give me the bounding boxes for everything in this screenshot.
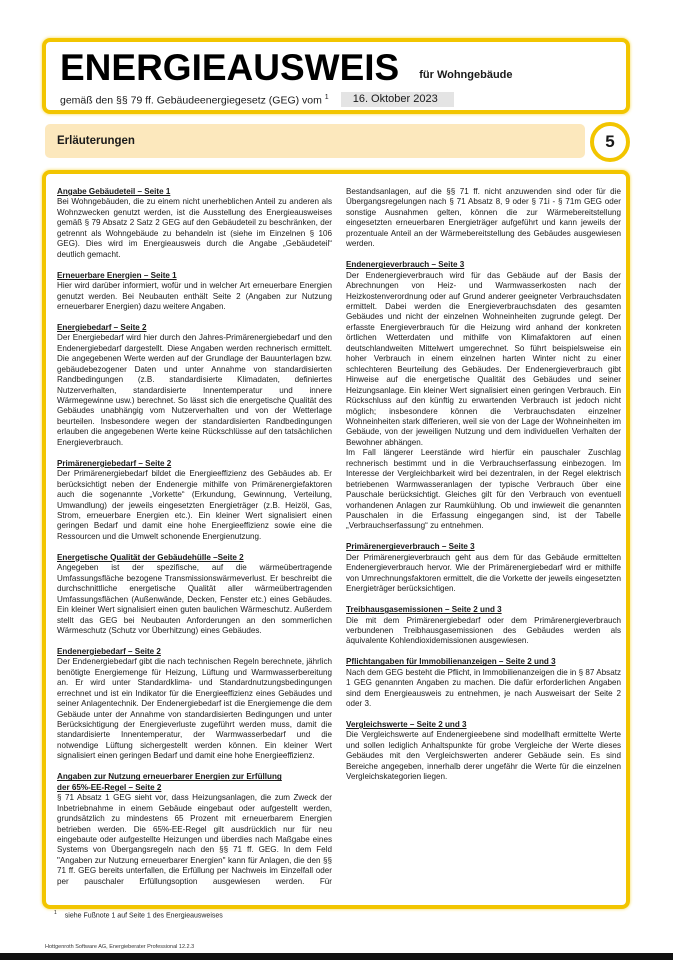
- section-paragraph: Der Endenergieverbrauch wird für das Gebäude auf der Basis der Abrechnungen von Heiz- und Warmwasserkosten nach der Heizkostenverordnung oder auf Grund anderer geeigneter Verbrauchsdaten ermittelt. Dabei werden die Energieverbrauchsdaten des gesamten Gebäudes und nicht der einzelnen Wohneinheiten zugrunde gelegt. Der erfasste Energieverbrauch für die Heizung wird anhand der konkreten örtlichen Wetterdaten und mithilfe von Klimafaktoren auf einen deutschlandweiten Mittelwert umgerechnet. So führt beispielsweise ein hoher Verbrauch in einem einzelnen harten Winter nicht zu einer schlechteren Beurteilung des Gebäudes. Der Endenergieverbrauch gibt Hinweise auf die energetische Qualität des Gebäudes und seiner Heizungsanlage. Ein kleiner Wert signalisiert einen geringen Verbrauch. Ein Rückschluss auf den künftig zu erwartenden Verbrauch ist jedoch nicht möglich; insbesondere können die Verbrauchsdaten einzelner Wohneinheiten stark differieren, weil sie von der Lage der Wohneinheiten im Gebäude, von der jeweiligen Nutzung und dem individuellen Verhalten der Bewohner abhängen.: [346, 270, 621, 447]
- section-heading: [57, 772, 332, 793]
- section-heading-text: Treibhausgasemissionen – Seite 2 und 3: [346, 605, 502, 615]
- explanation-section: [57, 323, 332, 448]
- section-paragraph: Die mit dem Primärenergiebedarf oder dem Primärenergieverbrauch verbundenen Treibhausgasemissionen des Gebäudes werden als äquivalente Kohlendioxidemissionen ausgewiesen.: [346, 615, 621, 646]
- section-heading-text: Angaben zur Nutzung erneuerbarer Energien zur Erfüllung: [57, 772, 282, 782]
- footnote: [54, 910, 223, 919]
- explanation-section: [57, 271, 332, 313]
- section-heading: [57, 323, 332, 333]
- section-heading: [346, 605, 621, 615]
- explanation-section: [346, 657, 621, 709]
- section-heading-text: Energetische Qualität der Gebäudehülle –Seite 2: [57, 552, 244, 562]
- section-paragraph: § 71 Absatz 1 GEG sieht vor, dass Heizungsanlagen, die zum Zweck der Inbetriebnahme in einem Gebäude eingebaut oder aufgestellt werden, grundsätzlich zu mindestens 65 Prozent mit erneuerbarem Energien betrieben werden. Die 65%-EE-Regel gilt ausdrücklich nur für neu eingebaute oder aufgestellte Heizungen und überdies nach Maßgabe eines Systems von Übergangsregeln nach den §§ 71 ff. GEG. In dem Feld "Angaben zur Nutzung erneuerbarer Energien" kann für Anlagen, die den §§ 71 ff. GEG bereits unterfallen, die Erfüllung per Nachweis im Einzelfall oder per pauschaler Erfüllungsoption ausgewiesen werden. Für Bestandsanlagen, auf die §§ 71 ff. nicht anzuwenden sind oder für die Übergangsregelungen nach § 71 Absatz 8, 9 oder § 71i - § 71m GEG oder sonstige Ausnahmen gelten, können die zur Wärmebereitstellung eingesetzten erneuerbaren Energieträger aufgeführt und kann jeweils der prozentuale Anteil an der Wärmebereitstellung des Gebäudes ausgewiesen werden.: [57, 187, 621, 886]
- law-reference: [60, 90, 329, 109]
- section-heading-text: Endenergieverbrauch – Seite 3: [346, 260, 465, 270]
- section-heading-text: Angabe Gebäudeteil – Seite 1: [57, 187, 171, 196]
- section-paragraph: Bei Wohngebäuden, die zu einem nicht unerheblichen Anteil zu anderen als Wohnzwecken genutzt werden, ist die Ausstellung des Energieausweises gemäß § 79 Absatz 2 Satz 2 GEG auf den Gebäudeteil zu beschränken, der getrennt als Wohngebäude zu behandeln ist (siehe im Einzelnen § 106 GEG). Dies wird im Energieausweis durch die Angabe „Gebäudeteil“ deutlich gemacht.: [57, 197, 332, 259]
- explanation-section: [346, 542, 621, 594]
- section-paragraph: Die Vergleichswerte auf Endenergieebene sind modellhaft ermittelte Werte und sollen lediglich Anhaltspunkte für grobe Vergleiche der Werte dieses Gebäudes mit den Vergleichswerten anderer Gebäude sein. Es sind Bereiche angegeben, innerhalb derer ungefähr die Werte für die einzelnen Vergleichskategorien liegen.: [346, 730, 621, 782]
- law-row: [60, 90, 454, 109]
- law-date: 16. Oktober 2023: [341, 92, 454, 107]
- explanation-section: [57, 647, 332, 762]
- section-paragraph: Angegeben ist der spezifische, auf die wärmeübertragende Umfassungsfläche bezogene Transmissionswärmeverlust. Er beschreibt die durchschnittliche energetische Qualität aller wärmeübertragenden Umfassungsflächen (Außenwände, Decken, Fenster etc.) eines Gebäudes. Ein kleiner Wert signalisiert einen guten baulichen Wärmeschutz. Außerdem stellt das GEG bei Neubauten Anforderungen an den sommerlichen Wärmeschutz (Schutz vor Überhitzung) eines Gebäudes.: [57, 563, 332, 635]
- explanation-section: [346, 605, 621, 647]
- explanations-columns: [57, 187, 621, 892]
- law-text: gemäß den §§ 79 ff. Gebäudeenergiegesetz (GEG) vom: [60, 94, 322, 107]
- title-row: [60, 48, 513, 88]
- document-subtitle: für Wohngebäude: [419, 69, 513, 81]
- section-paragraph: Im Fall längerer Leerstände wird hierfür ein pauschaler Zuschlag rechnerisch bestimmt und in die Verbrauchserfassung einbezogen. Im Interesse der Vergleichbarkeit wird bei dezentralen, in der Regel elektrisch betriebenen Warmwasseranlagen der typische Verbrauch über eine Pauschale berücksichtigt. Gleiches gilt für den Verbrauch von eventuell vorhandenen Anlagen zur Raumkühlung. Ob und inwieweit die genannten Pauschalen in die Erfassung eingegangen sind, ist der Tabelle „Verbrauchserfassung“ zu entnehmen.: [346, 448, 621, 531]
- explanation-section: [57, 553, 332, 637]
- footnote-number: 1: [54, 910, 57, 916]
- page-number-badge: 5: [590, 122, 630, 162]
- footnote-mark: 1: [324, 94, 329, 101]
- section-paragraph: Hier wird darüber informiert, wofür und in welcher Art erneuerbare Energien genutzt werden. Bei Neubauten enthält Seite 2 (Angaben zur Nutzung erneuerbarer Energien) dazu weitere Angaben.: [57, 281, 332, 311]
- explanations-box: [42, 170, 630, 909]
- section-title: Erläuterungen: [57, 135, 135, 147]
- section-paragraph: Der Endenergiebedarf gibt die nach technischen Regeln berechnete, jährlich benötigte Energiemenge für Heizung, Lüftung und Warmwasserbereitung an. Er wird unter Standardklima- und Standardnutzungsbedingungen errechnet und ist ein Indikator für die Energieeffizienz eines Gebäudes und seiner Anlagentechnik. Der Endenergiebedarf ist die Energiemenge die dem Gebäude unter der Annahme von standardisierten Bedingungen und unter Berücksichtigung der Energieverluste zugeführt werden muss, damit die standardisierte Innentemperatur, der Warmwasserbedarf und die notwendige Lüftung sichergestellt werden können. Ein kleiner Wert signalisiert einen geringen Bedarf und damit eine hohe Energieeffizienz.: [57, 657, 332, 761]
- footnote-text: siehe Fußnote 1 auf Seite 1 des Energieausweises: [64, 912, 223, 920]
- section-heading: [346, 720, 621, 730]
- section-bar: [45, 124, 585, 158]
- explanation-section: [346, 720, 621, 783]
- section-heading-text: der 65%-EE-Regel – Seite 2: [57, 782, 162, 792]
- section-heading: [346, 657, 621, 667]
- section-heading-text: Primärenergieverbrauch – Seite 3: [346, 542, 475, 552]
- software-footer: Hottgenroth Software AG, Energieberater Professional 12.2.3: [45, 944, 195, 950]
- section-paragraph: Der Energiebedarf wird hier durch den Jahres-Primärenergiebedarf und den Endenergiebedarf dargestellt. Diese Angaben werden rechnerisch ermittelt. Die angegebenen Werte werden auf der Grundlage der Bauunterlagen bzw. gebäudebezogener Daten und unter Annahme von standardisierten Randbedingungen (z.B. standardisierte Klimadaten, definiertes Nutzerverhalten, standardisierte Innentemperatur und innere Wärmegewinne usw.) berechnet. So lässt sich die energetische Qualität des Gebäudes unabhängig vom Nutzerverhalten und von der Wetterlage beurteilen. Insbesondere wegen der standardisierten Randbedingungen erlauben die angegebenen Werte keine Rückschlüsse auf den tatsächlichen Energieverbrauch.: [57, 333, 332, 447]
- section-heading: [346, 542, 621, 552]
- section-heading: [57, 647, 332, 657]
- document-title: ENERGIEAUSWEIS: [60, 47, 400, 88]
- explanation-section: [57, 187, 332, 260]
- section-heading-text: Primärenergiebedarf – Seite 2: [57, 458, 172, 468]
- section-heading: [57, 271, 332, 281]
- section-heading: [57, 459, 332, 469]
- bottom-bar: [0, 953, 673, 960]
- section-paragraph: Der Primärenergiebedarf bildet die Energieeffizienz des Gebäudes ab. Er berücksichtigt neben der Endenergie mithilfe von Primärenergiefaktoren auch die sogenannte „Vorkette“ (Erkundung, Gewinnung, Verteilung, Umwandlung) der jeweils eingesetzten Energieträger (z.B. Heizöl, Gas, Strom, erneuerbare Energien etc.). Ein kleiner Wert signalisiert einen geringen Bedarf und damit eine hohe Energieeffizienz sowie eine die Ressourcen und die Umwelt schonende Energienutzung.: [57, 469, 332, 541]
- explanation-section: [346, 260, 621, 532]
- document-header: [42, 38, 630, 114]
- section-heading: [57, 187, 332, 197]
- section-heading: [346, 260, 621, 270]
- section-paragraph: Der Primärenergieverbrauch geht aus dem für das Gebäude ermittelten Endenergieverbrauch hervor. Wie der Primärenergiebedarf wird er mithilfe von Umrechnungsfaktoren ermittelt, die die Vorkette der jeweils eingesetzten Energieträger berücksichtigen.: [346, 552, 621, 594]
- section-heading-text: Vergleichswerte – Seite 2 und 3: [346, 720, 467, 730]
- section-heading-text: Energiebedarf – Seite 2: [57, 322, 147, 332]
- section-heading-text: Endenergiebedarf – Seite 2: [57, 646, 161, 656]
- section-heading-text: Pflichtangaben für Immobilienanzeigen – Seite 2 und 3: [346, 657, 556, 667]
- section-heading-text: Erneuerbare Energien – Seite 1: [57, 270, 177, 280]
- section-heading: [57, 553, 332, 563]
- explanation-section: [57, 459, 332, 543]
- section-paragraph: Nach dem GEG besteht die Pflicht, in Immobilienanzeigen die in § 87 Absatz 1 GEG genannten Angaben zu machen. Die dafür erforderlichen Angaben sind dem Energieausweis zu entnehmen, je nach Ausweisart der Seite 2 oder 3.: [346, 667, 621, 709]
